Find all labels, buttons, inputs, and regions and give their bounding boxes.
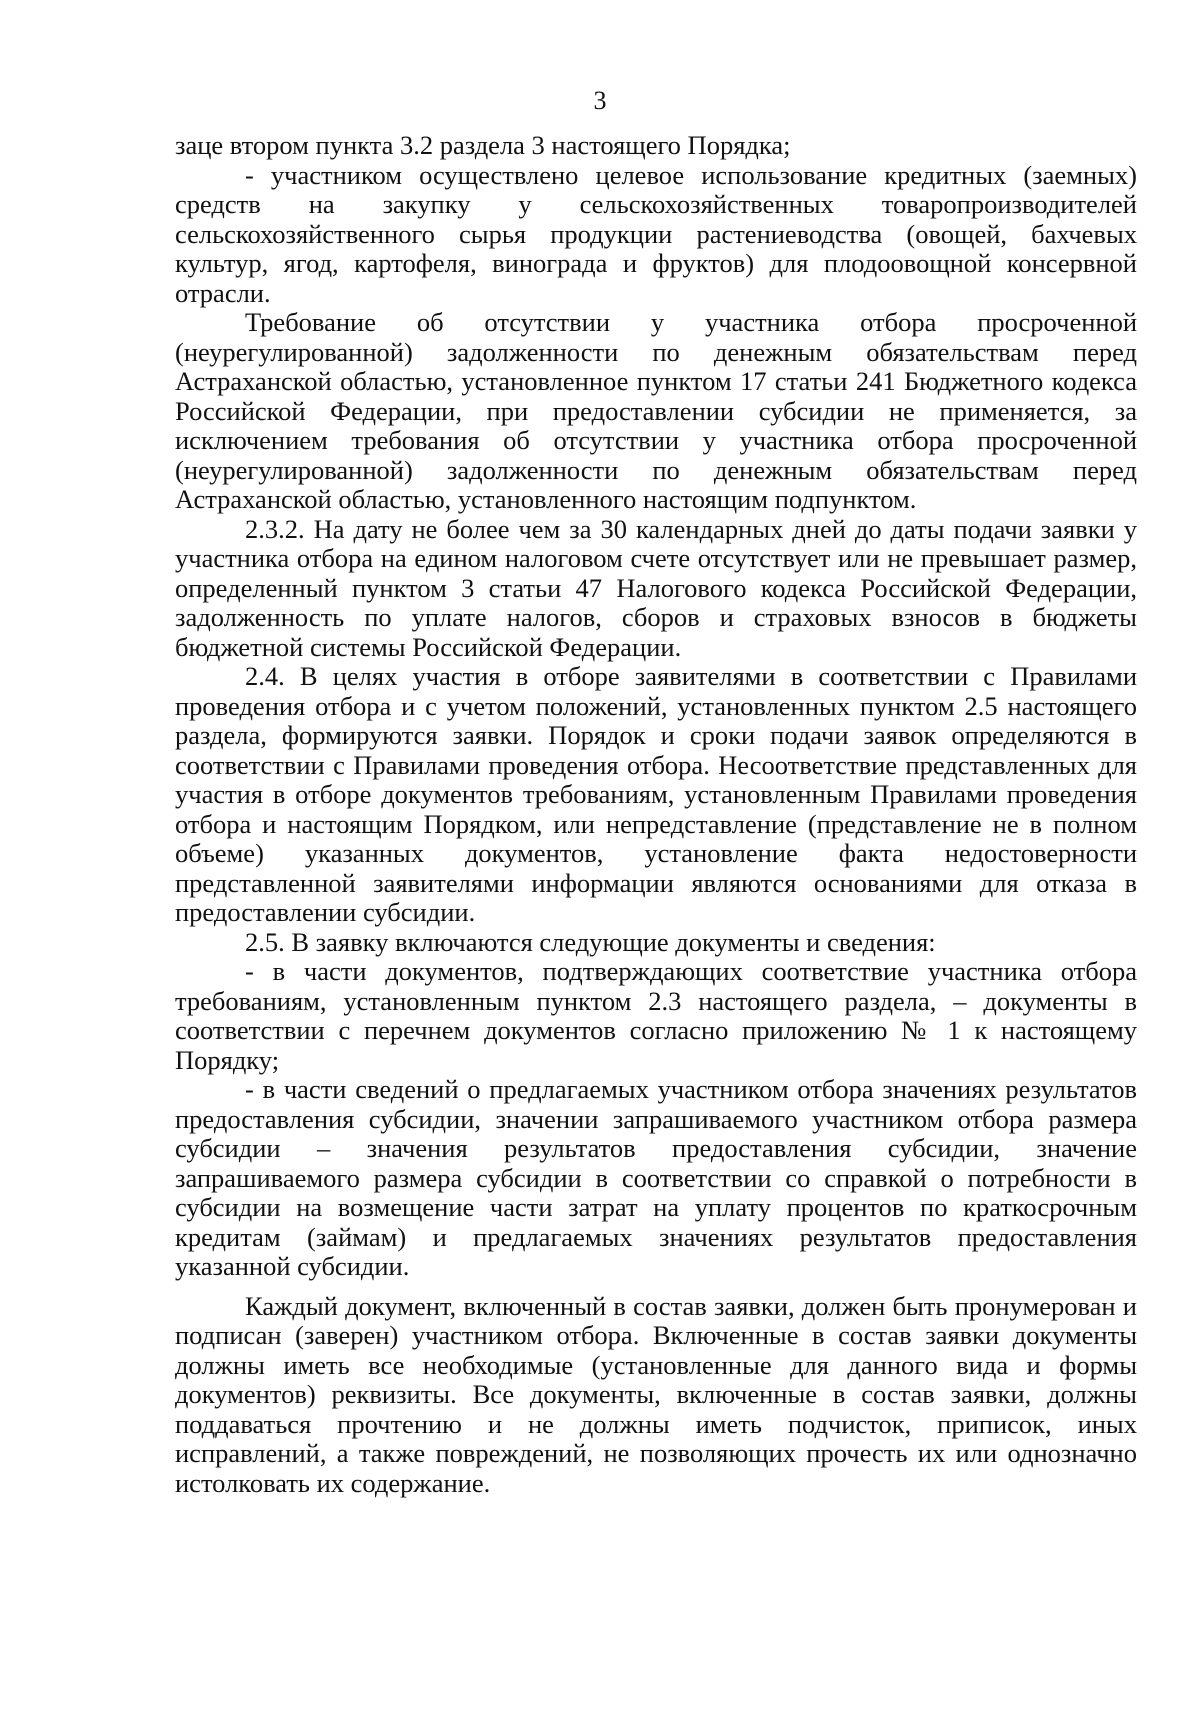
paragraph-document-requirements: Каждый документ, включенный в состав заявки, должен быть пронумерован и подписан (заверен) участником отбора. Включенные в состав заявки документы должны иметь все необходимые (установленные для данного вида и формы документов) реквизиты. Все документы, включенные в состав заявки, должны поддаваться прочтению и не должны иметь подчисток, приписок, иных исправлений, а также повреждений, не позволяющих прочесть их или однозначно истолковать их содержание. (175, 1290, 1137, 1498)
paragraph-documents-list-item: - в части документов, подтверждающих соответствие участника отбора требованиям, установленным пунктом 2.3 настоящего раздела, – документы в соответствии с перечнем документов согласно приложению № 1 к настоящему Порядку; (175, 956, 1137, 1075)
paragraph-information-list-item: - в части сведений о предлагаемых участником отбора значениях результатов предоставления субсидии, значении запрашиваемого участником отбора размера субсидии – значения результатов предоставления субсидии, значение запрашиваемого размера субсидии в соответствии со справкой о потребности в субсидии на возмещение части затрат на уплату процентов по краткосрочным кредитам (займам) и предлагаемых значениях результатов предоставления указанной субсидии. (175, 1074, 1137, 1281)
document-body (175, 131, 1137, 1498)
paragraph-2-4: 2.4. В целях участия в отборе заявителями в соответствии с Правилами проведения отбора и с учетом положений, установленных пунктом 2.5 настоящего раздела, формируются заявки. Порядок и сроки подачи заявок определяются в соответствии с Правилами проведения отбора. Несоответствие представленных для участия в отборе документов требованиям, установленным Правилами проведения отбора и настоящим Порядком, или непредставление (представление не в полном объеме) указанных документов, установление факта недостоверности представленной заявителями информации являются основаниями для отказа в предоставлении субсидии. (175, 661, 1137, 927)
paragraph-2-5: 2.5. В заявку включаются следующие документы и сведения: (245, 926, 936, 957)
paragraph-debt-requirement: Требование об отсутствии у участника отбора просроченной (неурегулированной) задолженности по денежным обязательствам перед Астраханской областью, установленное пунктом 17 статьи 241 Бюджетного кодекса Российской Федерации, при предоставлении субсидии не применяется, за исключением требования об отсутствии у участника отбора просроченной (неурегулированной) задолженности по денежным обязательствам перед Астраханской областью, установленного настоящим подпунктом. (175, 307, 1137, 514)
paragraph-target-use-condition: - участником осуществлено целевое использование кредитных (заемных) средств на закупку у сельскохозяйственных товаропроизводителей сельскохозяйственного сырья продукции растениеводства (овощей, бахчевых культур, ягод, картофеля, винограда и фруктов) для плодоовощной консервной отрасли. (175, 159, 1137, 308)
paragraph-continuation: заце втором пункта 3.2 раздела 3 настоящего Порядка; (175, 130, 791, 160)
page-number: 3 (593, 86, 607, 115)
paragraph-2-3-2: 2.3.2. На дату не более чем за 30 календарных дней до даты подачи заявки у участника отбора на едином налоговом счете отсутствует или не превышает размер, определенный пунктом 3 статьи 47 Налогового кодекса Российской Федерации, задолженность по уплате налогов, сборов и страховых взносов в бюджеты бюджетной системы Российской Федерации. (175, 513, 1137, 662)
